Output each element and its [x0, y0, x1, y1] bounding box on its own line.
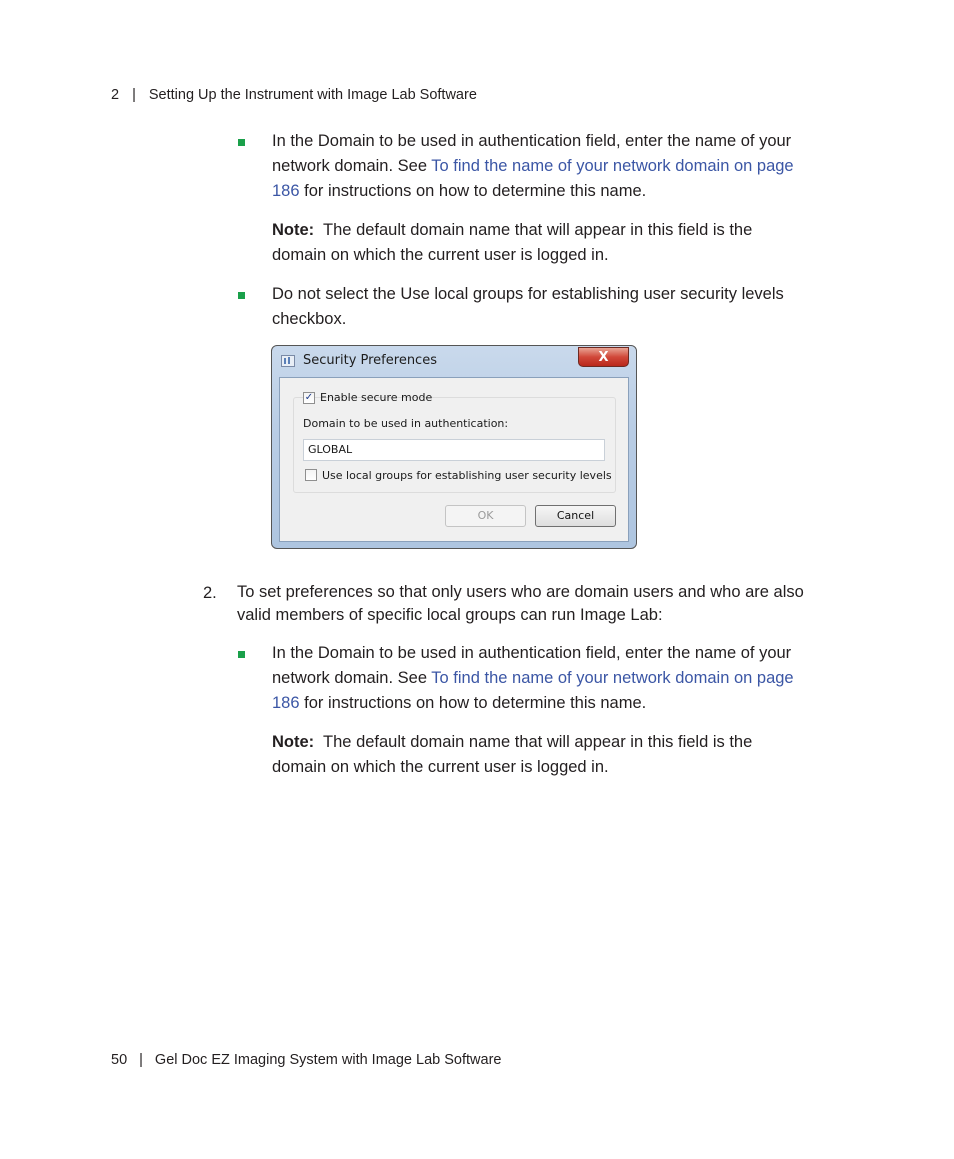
security-preferences-dialog	[271, 345, 637, 549]
bullet-marker	[238, 651, 245, 658]
header-separator: |	[132, 87, 136, 103]
cancel-button[interactable]: Cancel	[535, 505, 616, 527]
use-local-groups-label: Use local groups for establishing user security levels	[322, 469, 612, 482]
note	[272, 730, 792, 780]
running-header	[111, 87, 477, 103]
note	[272, 218, 792, 268]
dialog-title: Security Preferences	[303, 353, 437, 368]
enable-secure-mode-checkbox[interactable]: ✓	[304, 392, 314, 403]
enable-secure-mode-label: Enable secure mode	[320, 391, 433, 404]
bullet-domain-instruction	[272, 129, 824, 204]
bullet-domain-instruction	[272, 641, 824, 716]
note-text: The default domain name that will appear in this field is the domain on which the current user is logged in.	[272, 221, 753, 264]
cross-reference-link[interactable]: To find the name of your network domain on page 186	[272, 669, 794, 712]
note-label: Note:	[272, 733, 315, 751]
cross-reference-link[interactable]: To find the name of your network domain on page 186	[272, 157, 794, 200]
header-page-number: 2	[111, 87, 120, 103]
step-number: 2.	[203, 584, 217, 602]
footer-page-number: 50	[111, 1052, 128, 1068]
bullet-local-groups-instruction	[272, 282, 824, 332]
footer-book-title: Gel Doc EZ Imaging System with Image Lab Software	[154, 1052, 502, 1068]
bullet-text: In the Domain to be used in authentication field, enter the name of your network domain. See	[272, 644, 792, 687]
domain-input[interactable]: GLOBAL	[303, 439, 605, 461]
bullet-text: for instructions on how to determine this name.	[299, 182, 647, 200]
bullet-marker	[238, 139, 245, 146]
dialog-body	[279, 377, 629, 542]
use-local-groups-checkbox[interactable]	[305, 469, 317, 481]
note-text: The default domain name that will appear in this field is the domain on which the current user is logged in.	[272, 733, 753, 776]
header-chapter-title: Setting Up the Instrument with Image Lab Software	[148, 87, 477, 103]
note-label: Note:	[272, 221, 315, 239]
bullet-text: In the Domain to be used in authentication field, enter the name of your network domain. See	[272, 132, 792, 175]
domain-field-label: Domain to be used in authentication:	[303, 417, 509, 430]
close-button[interactable]: X	[578, 347, 629, 367]
app-icon	[281, 355, 295, 367]
ok-button[interactable]: OK	[445, 505, 526, 527]
step-2-text: To set preferences so that only users who are domain users and who are also valid members of specific local groups can run Image Lab:	[237, 583, 804, 624]
running-footer	[111, 1052, 501, 1068]
bullet-text: Do not select the Use local groups for establishing user security levels checkbox.	[272, 285, 784, 328]
bullet-marker	[238, 292, 245, 299]
footer-separator: |	[139, 1052, 143, 1068]
bullet-text: for instructions on how to determine this name.	[299, 694, 647, 712]
